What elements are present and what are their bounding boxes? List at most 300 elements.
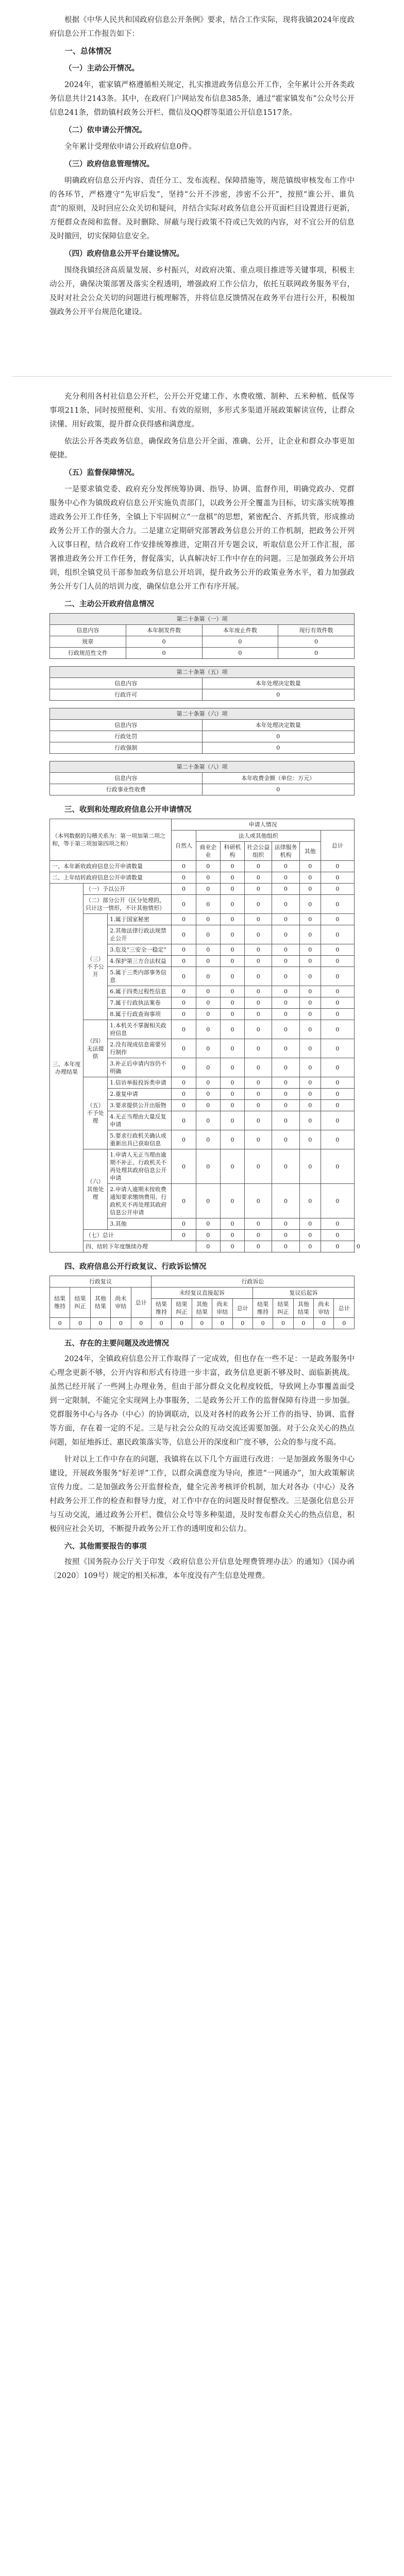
table-cell: 0	[220, 861, 244, 872]
table-cell: 0	[272, 1241, 299, 1252]
table-cell: 0	[321, 956, 354, 967]
table-header-cell: 结果纠正	[273, 1299, 293, 1318]
table-article20-item1	[49, 613, 355, 659]
table-header-cell: 其他	[299, 842, 321, 861]
table-corner-note: （本列数据的勾稽关系为：第一项加第二项之和，等于第三项加第四项之和）	[50, 819, 172, 861]
table-cell: 0	[196, 1039, 220, 1058]
subsection-1-5-text: 一是要求镇党委、政府充分发挥统筹协调、指导、协调、监督作用，明确党政办、党群服务中心作为镇级政府信息公开实施负责部门，以政务公开全覆盖为目标，切实落实统筹推进政务公开工作任务，全镇上下牢固树立“一盘棋”的思想，紧密配合、齐抓共管，形成推动政务公开工作的强大合力。二是建立定期研究部署政务信息公开的工作机制，把政务公开列入议事日程，结合政府工作安排统筹推进，定期召开专题会议，听取信息公开工作汇报，部署推进政务公开工作任务，督促落实，认真解决好工作中存在的问题。三是加强政务公开培训，组织全镇党员干部参加政务信息公开培训，提升政务公开的政策业务水平，着力加强政务公开专门人员的培训力度，确保信息公开工作有序开展。	[49, 485, 355, 591]
table-cell: 0	[245, 1230, 272, 1241]
table-row	[50, 1241, 355, 1252]
table-cell: 0	[220, 1100, 244, 1111]
table-cell: 规章	[50, 636, 126, 648]
table-cell: 0	[90, 1318, 110, 1329]
table-cell: 0	[321, 895, 354, 914]
table-cell: 0	[172, 986, 196, 997]
table-cell: 0	[245, 1100, 272, 1111]
table-cell: 0	[299, 884, 321, 895]
table-row	[50, 784, 355, 795]
table-cell: 0	[172, 1100, 196, 1111]
table-cell: 0	[321, 1241, 354, 1252]
table-header-cell: 现行有效件数	[278, 625, 355, 636]
table-row	[50, 1020, 355, 1039]
table-cell: 0	[196, 1230, 220, 1241]
table-cell: 0	[220, 925, 244, 944]
table-cell: 0	[252, 1318, 273, 1329]
table-row	[50, 636, 355, 648]
table-cell: 0	[196, 872, 220, 884]
table-cell: 0	[196, 1184, 220, 1218]
table-cell: 0	[245, 1058, 272, 1077]
row-label: 8.属于行政查询事项	[108, 1009, 172, 1020]
table-cell: 0	[196, 1241, 220, 1252]
row-label: （五）不予处理	[83, 1077, 108, 1149]
table-cell: 0	[232, 1318, 252, 1329]
table-cell: 0	[299, 1089, 321, 1100]
table-cell: 行政事业性收费	[50, 784, 203, 795]
table-header-cell: 行政复议	[50, 1276, 152, 1287]
table-header-cell: 社会公益组织	[245, 842, 272, 861]
table-cell: 0	[172, 1318, 192, 1329]
table-header-cell: 总计	[334, 1299, 355, 1318]
table-cell: 0	[172, 956, 196, 967]
table-cell: 0	[334, 1318, 355, 1329]
table-cell: 0	[299, 1130, 321, 1149]
table-cell: 0	[202, 742, 355, 754]
table-cell: 0	[196, 1149, 220, 1184]
subsection-1-1-text: 2024年，霍家镇严格遵循相关规定，扎实推进政务信息公开工作，全年累计公开各类政务信息共计2143条。其中，在政府门户网站发布信息385条，通过“霍家镇发布”公众号公开信息241条，借助镇村政务公开栏、微信及QQ群等渠道公开信息1517条。	[49, 81, 355, 117]
table-cell: 0	[196, 1009, 220, 1020]
table-cell: 0	[321, 1009, 354, 1020]
table-cell: 0	[278, 648, 355, 659]
table-cell: 0	[321, 861, 354, 872]
section-5-title: 五、存在的主要问题及改进情况	[64, 1339, 169, 1348]
table-cell: 0	[212, 1318, 232, 1329]
table-cell: 0	[220, 1039, 244, 1058]
table-cell: 0	[172, 1089, 196, 1100]
table-cell: 0	[299, 986, 321, 997]
table-header-cell: 未经复议直接起诉	[151, 1287, 252, 1299]
table-cell: 0	[126, 648, 202, 659]
table-cell: 0	[245, 1039, 272, 1058]
table-cell: 0	[196, 1077, 220, 1089]
row-label: 3.要求提供公开出版物	[108, 1100, 172, 1111]
table-band: 第二十条第（八）项	[50, 761, 355, 773]
table-cell: 0	[272, 967, 299, 986]
table-row	[50, 731, 355, 742]
table-cell: 0	[220, 1241, 244, 1252]
table-cell: 0	[321, 914, 354, 925]
table-cell: 0	[278, 636, 355, 648]
table-cell: 0	[272, 925, 299, 944]
table-cell: 0	[220, 1111, 244, 1130]
table-cell: 0	[220, 956, 244, 967]
table-cell: 0	[299, 944, 321, 956]
table-cell: 0	[245, 914, 272, 925]
row-label: 1.本机关不掌握相关政府信息	[108, 1020, 172, 1039]
table-cell: 0	[299, 1039, 321, 1058]
section-4-title: 四、政府信息公开行政复议、行政诉讼情况	[64, 1262, 207, 1271]
row-label: 三、本年度办理结果	[50, 884, 83, 1252]
table-cell: 0	[245, 967, 272, 986]
table-cell: 0	[196, 1089, 220, 1100]
table-cell: 0	[220, 872, 244, 884]
table-row	[50, 742, 355, 754]
table-cell: 0	[172, 944, 196, 956]
table-cell: 0	[272, 914, 299, 925]
table-cell: 0	[245, 872, 272, 884]
page-gap	[0, 343, 404, 376]
row-label: 4.无正当理由大量反复申请	[108, 1111, 172, 1130]
table-application-stats	[49, 819, 360, 1252]
table-cell: 0	[245, 1020, 272, 1039]
table-cell: 0	[202, 636, 278, 648]
table-cell: 0	[272, 997, 299, 1009]
table-cell: 0	[220, 1149, 244, 1184]
subsection-1-1-title: （一）主动公开情况。	[64, 64, 139, 73]
table-cell: 0	[321, 944, 354, 956]
table-cell: 0	[202, 689, 355, 701]
table-header-cell: 法律服务机构	[272, 842, 299, 861]
table-row	[50, 872, 355, 884]
table-cell: 0	[245, 861, 272, 872]
table-cell: 0	[220, 1218, 244, 1230]
table-cell: 行政许可	[50, 689, 203, 701]
table-cell: 0	[172, 1184, 196, 1218]
table-cell: 0	[220, 1058, 244, 1077]
table-cell: 0	[245, 925, 272, 944]
table-cell: 0	[220, 1130, 244, 1149]
table-cell: 0	[321, 1039, 354, 1058]
row-label: （三）不予公开	[83, 914, 108, 1020]
table-article20-item8	[49, 761, 355, 795]
table-cell: 0	[293, 1318, 313, 1329]
table-cell: 0	[220, 1077, 244, 1089]
table-cell: 0	[272, 1130, 299, 1149]
table-cell: 0	[321, 997, 354, 1009]
table-review-litigation	[49, 1276, 355, 1329]
table-band: 第二十条第（五）项	[50, 667, 355, 678]
page2-paragraph-2: 依法公开各类政务信息，确保政务信息公开全面、准确、公开，让企业和群众办事更加便捷。	[49, 437, 355, 460]
table-cell: 0	[220, 986, 244, 997]
table-cell: 0	[111, 1318, 131, 1329]
table-cell: 0	[321, 1111, 354, 1130]
table-cell: 0	[272, 1230, 299, 1241]
table-cell: 0	[172, 997, 196, 1009]
table-cell: 0	[321, 1089, 354, 1100]
table-cell: 0	[172, 967, 196, 986]
table-header-cell: 信息内容	[50, 773, 203, 784]
table-cell: 0	[172, 1218, 196, 1230]
table-cell: 0	[321, 872, 354, 884]
table-cell: 0	[196, 1100, 220, 1111]
row-label: （六）其他处理	[83, 1149, 108, 1230]
section-3-title: 三、收到和处理政府信息公开申请情况	[64, 805, 192, 814]
table-row	[50, 689, 355, 701]
table-cell: 0	[220, 884, 244, 895]
table-header-cell: 本年收费金额（单位：万元）	[202, 773, 355, 784]
table-cell: 0	[321, 1218, 354, 1230]
table-header-cell: 申请人情况	[172, 819, 355, 831]
table-cell: 0	[196, 1218, 220, 1230]
table-header-cell: 本年处理决定数量	[202, 720, 355, 731]
table-cell: 0	[321, 1230, 354, 1241]
table-cell: 0	[220, 895, 244, 914]
table-header-cell: 信息内容	[50, 720, 203, 731]
document-page-1	[0, 0, 404, 343]
table-cell: 0	[272, 1111, 299, 1130]
table-header-cell: 结果纠正	[172, 1299, 192, 1318]
table-cell: 0	[172, 872, 196, 884]
table-cell: 0	[299, 1149, 321, 1184]
table-cell: 0	[245, 1111, 272, 1130]
table-cell: 0	[202, 648, 278, 659]
table-cell: 0	[299, 1009, 321, 1020]
row-label: 二、上年结转政府信息公开申请数量	[50, 872, 172, 884]
row-label: 1.信访举报投诉类申请	[108, 1077, 172, 1089]
table-header-cell: 尚未审结	[212, 1299, 232, 1318]
table-cell: 0	[196, 956, 220, 967]
table-cell: 0	[245, 986, 272, 997]
table-cell: 0	[245, 884, 272, 895]
row-label: 4.保护第三方合法权益	[108, 956, 172, 967]
row-label: 5.属于三类内部事务信息	[108, 967, 172, 986]
table-cell: 0	[172, 914, 196, 925]
table-cell: 0	[151, 1318, 171, 1329]
document-page-2	[0, 377, 404, 1607]
table-cell: 0	[245, 895, 272, 914]
table-cell: 0	[245, 1130, 272, 1149]
table-cell: 0	[299, 1077, 321, 1089]
row-label: 3.危及“三安全一稳定”	[108, 944, 172, 956]
table-cell: 0	[299, 1218, 321, 1230]
subsection-1-3-title: （三）政府信息管理情况。	[64, 160, 154, 168]
row-label: 2.其他法律行政法规禁止公开	[108, 925, 172, 944]
table-cell: 0	[321, 1020, 354, 1039]
table-header-cell: 其他结果	[293, 1299, 313, 1318]
table-cell: 0	[50, 1318, 70, 1329]
table-cell: 0	[321, 1184, 354, 1218]
row-label: （四）无法提供	[83, 1020, 108, 1077]
table-cell: 0	[196, 895, 220, 914]
table-cell: 0	[196, 967, 220, 986]
table-cell: 0	[196, 861, 220, 872]
table-cell: 0	[321, 1149, 354, 1184]
table-row	[50, 1149, 355, 1184]
table-cell: 行政规范性文件	[50, 648, 126, 659]
table-cell: 0	[299, 1020, 321, 1039]
table-cell: 0	[299, 1230, 321, 1241]
table-cell: 0	[220, 914, 244, 925]
table-cell: 0	[172, 1077, 196, 1089]
row-label: 四、结转下年度继续办理	[83, 1241, 196, 1252]
table-cell: 0	[272, 884, 299, 895]
table-cell: 0	[272, 1009, 299, 1020]
table-cell: 0	[196, 1058, 220, 1077]
table-cell: 0	[172, 1130, 196, 1149]
table-cell: 0	[220, 967, 244, 986]
section-5-paragraph-2: 针对以上工作中存在的问题，我镇将在以下几个方面进行改进：一是加强政务服务中心建设，开展政务服务“好差评”工作，以群众满意度为导向，推进“一网通办”，加大政策解读宣传力度。二是加强政务公开监督检查，健全完善考核评价机制，加大对各办（中心）及各村政务公开工作的检查和督导力度，对工作中存在的问题及时督促整改。三是强化信息公开与互动交流，通过政务公开栏、微信公众号等多种渠道，及时发布群众关心的热点信息，积极回应社会关切，不断提升政务公开工作的透明度和公信力。	[49, 1455, 355, 1533]
table-cell: 0	[272, 895, 299, 914]
table-cell: 0	[172, 884, 196, 895]
table-cell: 0	[272, 986, 299, 997]
row-label: 1.申请人无正当理由逾期不补正、行政机关不再处理其政府信息公开申请	[108, 1149, 172, 1184]
row-label: 5.要求行政机关确认或重新出具已获取信息	[108, 1130, 172, 1149]
table-cell: 0	[321, 1130, 354, 1149]
row-label: 3.其他	[108, 1218, 172, 1230]
table-header-cell: 其他结果	[90, 1287, 110, 1318]
table-row	[50, 648, 355, 659]
table-cell: 0	[272, 1218, 299, 1230]
table-cell: 0	[131, 1318, 151, 1329]
table-cell: 0	[245, 1218, 272, 1230]
table-cell: 0	[272, 872, 299, 884]
intro-paragraph: 根据《中华人民共和国政府信息公开条例》要求，结合工作实际，现将我镇2024年度政府信息公开工作报告如下：	[49, 16, 355, 38]
row-label: 2.申请人逾期未按收费通知要求缴纳费用、行政机关不再处理其政府信息公开申请	[108, 1184, 172, 1218]
row-label: 1.属于国家秘密	[108, 914, 172, 925]
row-label: 3.补正后申请内容仍不明确	[108, 1058, 172, 1077]
table-cell: 0	[196, 944, 220, 956]
table-cell: 0	[299, 914, 321, 925]
table-cell: 0	[272, 1100, 299, 1111]
table-cell: 0	[220, 944, 244, 956]
table-row	[50, 861, 355, 872]
subsection-1-3-text: 明确政府信息公开内容、责任分工、发布流程、保障措施等，规范镇级审核发布工作中的各环节，严格遵守“先审后发”，坚持“公开不涉密，涉密不公开”，按照“谁公开、谁负责”的原则，及时回应公众关切和疑问，并结合实际对政务信息公开页面栏目设置进行更新，方便群众查阅和监督。及时删除、屏蔽与现行政策不符或已失效的内容，对不宜公开的信息及时撤回，切实保障信息安全。	[49, 177, 355, 241]
table-header-cell: 总计	[232, 1299, 252, 1318]
table-cell: 0	[299, 956, 321, 967]
table-cell: 0	[172, 925, 196, 944]
table-row	[50, 914, 355, 925]
row-label: （七）总计	[83, 1230, 172, 1241]
row-label: 2.没有现成信息需要另行制作	[108, 1039, 172, 1058]
table-header-cell: 本年废止件数	[202, 625, 278, 636]
table-header-cell: 其他结果	[192, 1299, 212, 1318]
table-cell: 0	[272, 956, 299, 967]
table-cell: 0	[299, 1058, 321, 1077]
table-cell: 0	[272, 1077, 299, 1089]
table-cell: 0	[172, 1039, 196, 1058]
table-cell: 0	[321, 1077, 354, 1089]
table-header-cell: 结果纠正	[70, 1287, 90, 1318]
table-cell: 0	[321, 1100, 354, 1111]
section-5-paragraph-1: 2024年，全镇政府信息公开工作取得了一定成效，但也存在一些不足：一是政务服务中心理念更新不够，公开内容和形式有待进一步丰富，政务信息更新不够及时、面临新挑战。虽然已经开展了一些网上办理业务，但由于部分群众文化程度较低，导致网上办事覆盖面受到一定限制，不能完全实现网上办事服务，二是政务公开工作的监督保障有待进一步加强。党群服务中心与各办（中心）的协调联动，以及对各村的政务公开工作的指导、协调、监督等方面，存在着一定的不足。三是与社会公众的互动交流还需要加强。对于公众关心的热点问题，如征地拆迁、惠民政策落实等，信息公开的深度和广度不够，公众的参与度不高。	[49, 1355, 355, 1447]
table-cell: 0	[245, 1241, 272, 1252]
table-header-cell: 科研机构	[220, 842, 244, 861]
table-cell: 0	[272, 944, 299, 956]
table-cell: 0	[196, 1111, 220, 1130]
table-cell: 0	[273, 1318, 293, 1329]
table-cell: 0	[172, 895, 196, 914]
table-header-cell: 尚未审结	[111, 1287, 131, 1318]
table-cell: 0	[196, 1130, 220, 1149]
table-header-cell: 总计	[131, 1287, 151, 1318]
table-band: 第二十条第（一）项	[50, 614, 355, 625]
table-cell: 0	[299, 861, 321, 872]
table-cell: 0	[299, 1184, 321, 1218]
subsection-1-4-title: （四）政府信息公开平台建设情况。	[64, 249, 184, 258]
section-1-title: 一、总体情况	[65, 46, 112, 56]
table-cell: 0	[245, 1089, 272, 1100]
subsection-1-4-text: 围绕我镇经济高质量发展、乡村振兴，对政府决策、重点项目推进等关键事项，积极主动公开，确保决策部署及落实全程透明，增强政府工作公信力，依托互联网政务服务平台，及时对社会公众关切的问题进行梳理解答，并将信息反馈情况在政务平台进行公开，积极加强政务公开平台规范化建设。	[49, 266, 355, 316]
table-cell: 0	[172, 861, 196, 872]
subsection-1-2-title: （二）依申请公开情况。	[64, 126, 147, 134]
table-cell: 0	[299, 872, 321, 884]
table-cell: 0	[245, 1184, 272, 1218]
table-cell: 0	[272, 861, 299, 872]
table-article20-item5	[49, 666, 355, 701]
row-label: 6.属于四类过程性信息	[108, 986, 172, 997]
table-cell: 0	[220, 997, 244, 1009]
table-cell: 0	[299, 895, 321, 914]
table-header-cell: 结果维持	[151, 1299, 171, 1318]
table-row	[50, 1230, 355, 1241]
page2-paragraph-1: 充分利用各村社信息公开栏，公开公开党建工作、水费收缴、制种、五米种植、低保等事项211条，同时按照便利、实用、有效的原则，多形式多渠道开展政策解读宣传，让群众读懂、用好政策，提升群众获得感和满意度。	[49, 393, 355, 429]
table-header-cell: 信息内容	[50, 625, 126, 636]
table-row	[50, 895, 355, 914]
table-cell: 0	[321, 1058, 354, 1077]
table-cell: 0	[321, 925, 354, 944]
table-header-cell: 结果维持	[50, 1287, 70, 1318]
table-cell: 0	[245, 1149, 272, 1184]
table-header-cell: 尚未审结	[314, 1299, 334, 1318]
table-cell: 0	[172, 1020, 196, 1039]
table-cell: 0	[172, 1149, 196, 1184]
table-cell: 行政强制	[50, 742, 203, 754]
table-cell: 0	[272, 1039, 299, 1058]
row-label: 2.重复申请	[108, 1089, 172, 1100]
table-cell: 0	[321, 986, 354, 997]
table-cell: 0	[220, 1184, 244, 1218]
table-cell: 0	[299, 1100, 321, 1111]
table-cell: 0	[245, 1077, 272, 1089]
table-cell: 0	[299, 925, 321, 944]
table-band: 第二十条第（六）项	[50, 708, 355, 720]
table-cell: 0	[220, 1230, 244, 1241]
table-cell: 0	[172, 1058, 196, 1077]
table-header-cell: 法人或其他组织	[196, 831, 321, 842]
table-cell: 0	[245, 944, 272, 956]
table-cell: 0	[314, 1318, 334, 1329]
row-label: 7.属于行政执法案卷	[108, 997, 172, 1009]
table-header-cell: 行政诉讼	[151, 1276, 354, 1287]
table-cell: 0	[321, 884, 354, 895]
table-cell: 0	[245, 1009, 272, 1020]
table-cell: 0	[196, 925, 220, 944]
table-cell: 0	[220, 1089, 244, 1100]
table-header-cell: 商业企业	[196, 842, 220, 861]
table-cell: 0	[192, 1318, 212, 1329]
table-cell: 0	[321, 967, 354, 986]
table-header-cell: 本年制发件数	[126, 625, 202, 636]
table-cell: 0	[272, 1058, 299, 1077]
table-cell: 0	[172, 1009, 196, 1020]
table-cell: 0	[299, 967, 321, 986]
table-cell: 0	[299, 1241, 321, 1252]
table-cell: 0	[196, 884, 220, 895]
row-label: 一、本年新收政府信息公开申请数量	[50, 861, 172, 872]
table-article20-item6	[49, 708, 355, 754]
row-label: （二）部分公开（区分处理的，只计这一情形，不计其他情形）	[83, 895, 172, 914]
table-header-cell: 结果维持	[252, 1299, 273, 1318]
table-cell: 行政处罚	[50, 731, 203, 742]
table-cell: 0	[272, 1020, 299, 1039]
section-6-title: 六、其他需要报告的事项	[64, 1542, 147, 1551]
table-cell: 0	[272, 1184, 299, 1218]
table-header-cell: 本年处理决定数量	[202, 678, 355, 689]
table-cell: 0	[172, 1230, 196, 1241]
table-cell: 0	[220, 1020, 244, 1039]
table-cell: 0	[272, 1149, 299, 1184]
subsection-1-5-title: （五）监督保障情况。	[64, 468, 139, 477]
